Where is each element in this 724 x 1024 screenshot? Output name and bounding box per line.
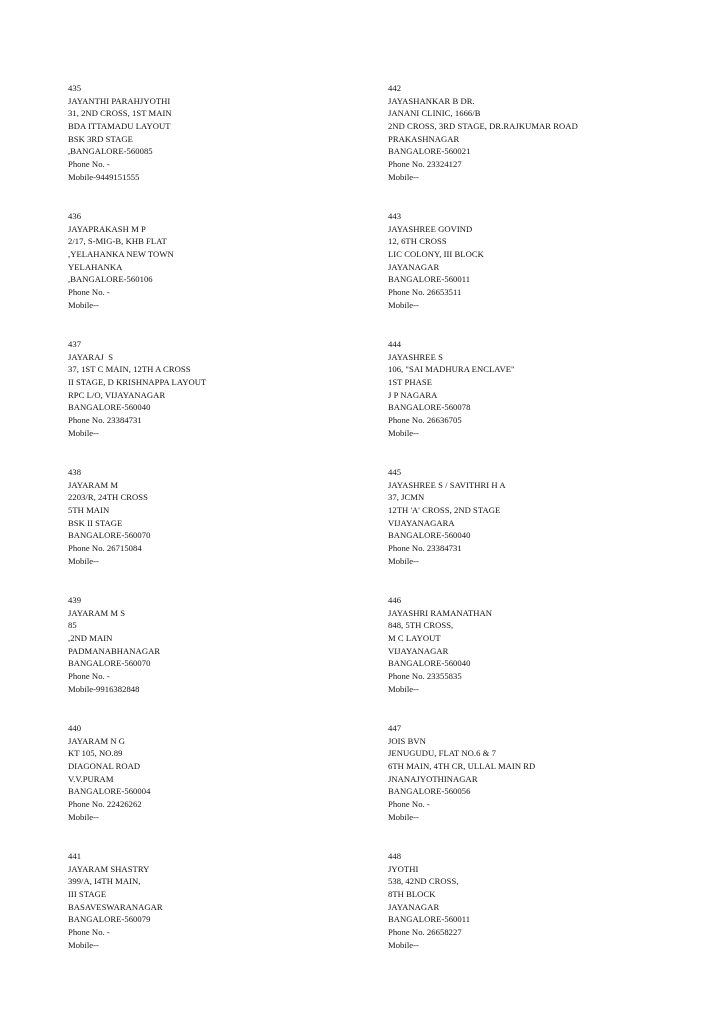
member-name: JAYASHREE S / SAVITHRI H A <box>388 479 506 490</box>
address-line-3: VIJAYANAGAR <box>388 645 449 656</box>
left-column <box>68 82 368 978</box>
address-line-2: ,2ND MAIN <box>68 633 113 644</box>
member-name: JAYASHANKAR B DR. <box>388 95 475 106</box>
entry-number: 444 <box>388 339 402 349</box>
entry-number: 443 <box>388 211 402 221</box>
address-line-3: BASAVESWARANAGAR <box>68 901 163 912</box>
phone-number: Phone No. 26715084 <box>68 543 142 554</box>
directory-entry <box>388 722 688 850</box>
address-line-1: 399/A, I4TH MAIN, <box>68 876 141 887</box>
directory-entry <box>68 722 368 850</box>
directory-entry <box>388 338 688 466</box>
address-line-2: ,YELAHANKA NEW TOWN <box>68 249 174 260</box>
city-pincode: BANGALORE-560011 <box>388 274 471 285</box>
city-pincode: BANGALORE-560040 <box>68 402 151 413</box>
member-name: JAYASHRI RAMANATHAN <box>388 607 493 618</box>
address-line-3: RPC L/O, VIJAYANAGAR <box>68 389 166 400</box>
mobile-number: Mobile-9916382848 <box>68 683 140 694</box>
member-name: JOIS BVN <box>388 735 426 746</box>
directory-entry <box>388 594 688 722</box>
city-pincode: BANGALORE-560056 <box>388 786 471 797</box>
address-line-1: 848, 5TH CROSS, <box>388 620 454 631</box>
address-line-1: 12, 6TH CROSS <box>388 236 447 247</box>
phone-number: Phone No. 26636705 <box>388 415 462 426</box>
entry-number: 447 <box>388 723 402 733</box>
member-name: JAYARAM N G <box>68 735 126 746</box>
member-name: JAYARAM M <box>68 479 119 490</box>
address-line-1: JENUGUDU, FLAT NO.6 & 7 <box>388 748 496 759</box>
directory-entry <box>68 850 368 978</box>
address-line-3: JAYANAGAR <box>388 901 440 912</box>
mobile-number: Mobile-- <box>388 939 419 950</box>
address-line-2: II STAGE, D KRISHNAPPA LAYOUT <box>68 377 207 388</box>
mobile-number: Mobile-- <box>388 811 419 822</box>
address-line-3: YELAHANKA <box>68 261 123 272</box>
city-pincode: BANGALORE-560004 <box>68 786 151 797</box>
entry-number: 438 <box>68 467 82 477</box>
mobile-number: Mobile-- <box>68 427 99 438</box>
entry-number: 437 <box>68 339 82 349</box>
mobile-number: Mobile-9449151555 <box>68 171 140 182</box>
city-pincode: BANGALORE-560011 <box>388 914 471 925</box>
phone-number: Phone No. 26658227 <box>388 927 462 938</box>
entry-number: 439 <box>68 595 82 605</box>
city-pincode: BANGALORE-560021 <box>388 146 471 157</box>
address-line-1: 37, JCMN <box>388 492 425 503</box>
right-column <box>388 82 688 978</box>
entry-number: 440 <box>68 723 82 733</box>
address-line-2: DIAGONAL ROAD <box>68 761 141 772</box>
address-line-3: VIJAYANAGARA <box>388 517 455 528</box>
address-line-1: 31, 2ND CROSS, 1ST MAIN <box>68 108 172 119</box>
mobile-number: Mobile-- <box>388 299 419 310</box>
address-line-1: 37, 1ST C MAIN, 12TH A CROSS <box>68 364 191 375</box>
phone-number: Phone No. 23384731 <box>388 543 462 554</box>
entry-number: 436 <box>68 211 82 221</box>
address-line-3: PRAKASHNAGAR <box>388 133 460 144</box>
phone-number: Phone No. 23324127 <box>388 159 462 170</box>
mobile-number: Mobile-- <box>388 171 419 182</box>
address-line-2: 6TH MAIN, 4TH CR, ULLAL MAIN RD <box>388 761 536 772</box>
entry-number: 442 <box>388 83 402 93</box>
phone-number: Phone No. - <box>68 159 110 170</box>
mobile-number: Mobile-- <box>388 427 419 438</box>
address-line-1: 106, "SAI MADHURA ENCLAVE" <box>388 364 515 375</box>
member-name: JYOTHI <box>388 863 419 874</box>
mobile-number: Mobile-- <box>68 555 99 566</box>
directory-entry <box>68 210 368 338</box>
city-pincode: ,BANGALORE-560085 <box>68 146 153 157</box>
address-line-1: JANANI CLINIC, 1666/B <box>388 108 481 119</box>
directory-entry <box>68 466 368 594</box>
address-line-3: JAYANAGAR <box>388 261 440 272</box>
phone-number: Phone No. - <box>68 287 110 298</box>
entry-number: 446 <box>388 595 402 605</box>
phone-number: Phone No. 23384731 <box>68 415 142 426</box>
address-line-1: 85 <box>68 620 77 631</box>
phone-number: Phone No. 22426262 <box>68 799 142 810</box>
directory-entry <box>68 82 368 210</box>
directory-entry <box>388 82 688 210</box>
directory-entry <box>388 466 688 594</box>
entry-number: 441 <box>68 851 82 861</box>
address-line-1: 538, 42ND CROSS, <box>388 876 459 887</box>
member-name: JAYARAM M S <box>68 607 126 618</box>
member-name: JAYASHREE GOVIND <box>388 223 473 234</box>
address-line-1: 2203/R, 24TH CROSS <box>68 492 148 503</box>
phone-number: Phone No. - <box>68 927 110 938</box>
address-line-3: JNANAJYOTHINAGAR <box>388 773 478 784</box>
member-name: JAYASHREE S <box>388 351 443 362</box>
member-name: JAYARAJ S <box>68 351 114 362</box>
address-line-1: KT 105, NO.89 <box>68 748 123 759</box>
member-name: JAYANTHI PARAHJYOTHI <box>68 95 171 106</box>
mobile-number: Mobile-- <box>68 939 99 950</box>
phone-number: Phone No. 26653511 <box>388 287 462 298</box>
address-line-1: 2/17, S-MIG-B, KHB FLAT <box>68 236 167 247</box>
phone-number: Phone No. - <box>68 671 110 682</box>
mobile-number: Mobile-- <box>388 683 419 694</box>
city-pincode: ,BANGALORE-560106 <box>68 274 153 285</box>
mobile-number: Mobile-- <box>388 555 419 566</box>
mobile-number: Mobile-- <box>68 299 99 310</box>
entry-number: 448 <box>388 851 402 861</box>
directory-entry <box>388 850 688 978</box>
member-name: JAYARAM SHASTRY <box>68 863 150 874</box>
city-pincode: BANGALORE-560079 <box>68 914 151 925</box>
directory-entry <box>68 594 368 722</box>
directory-entry <box>388 210 688 338</box>
member-name: JAYAPRAKASH M P <box>68 223 146 234</box>
address-line-2: III STAGE <box>68 889 107 900</box>
address-line-2: 12TH 'A' CROSS, 2ND STAGE <box>388 505 501 516</box>
address-line-2: M C LAYOUT <box>388 633 441 644</box>
address-line-2: 5TH MAIN <box>68 505 110 516</box>
address-line-3: J P NAGARA <box>388 389 438 400</box>
address-line-3: PADMANABHANAGAR <box>68 645 161 656</box>
city-pincode: BANGALORE-560040 <box>388 658 471 669</box>
address-line-3: BSK II STAGE <box>68 517 123 528</box>
address-line-2: 2ND CROSS, 3RD STAGE, DR.RAJKUMAR ROAD <box>388 121 578 132</box>
address-line-2: 8TH BLOCK <box>388 889 436 900</box>
address-line-2: BDA ITTAMADU LAYOUT <box>68 121 171 132</box>
address-line-3: V.V.PURAM <box>68 773 114 784</box>
mobile-number: Mobile-- <box>68 811 99 822</box>
directory-entry <box>68 338 368 466</box>
address-line-2: 1ST PHASE <box>388 377 432 388</box>
city-pincode: BANGALORE-560078 <box>388 402 471 413</box>
phone-number: Phone No. 23355835 <box>388 671 462 682</box>
city-pincode: BANGALORE-560040 <box>388 530 471 541</box>
address-line-2: LIC COLONY, III BLOCK <box>388 249 484 260</box>
entry-number: 445 <box>388 467 402 477</box>
address-line-3: BSK 3RD STAGE <box>68 133 133 144</box>
city-pincode: BANGALORE-560070 <box>68 658 151 669</box>
phone-number: Phone No. - <box>388 799 430 810</box>
city-pincode: BANGALORE-560070 <box>68 530 151 541</box>
entry-number: 435 <box>68 83 82 93</box>
